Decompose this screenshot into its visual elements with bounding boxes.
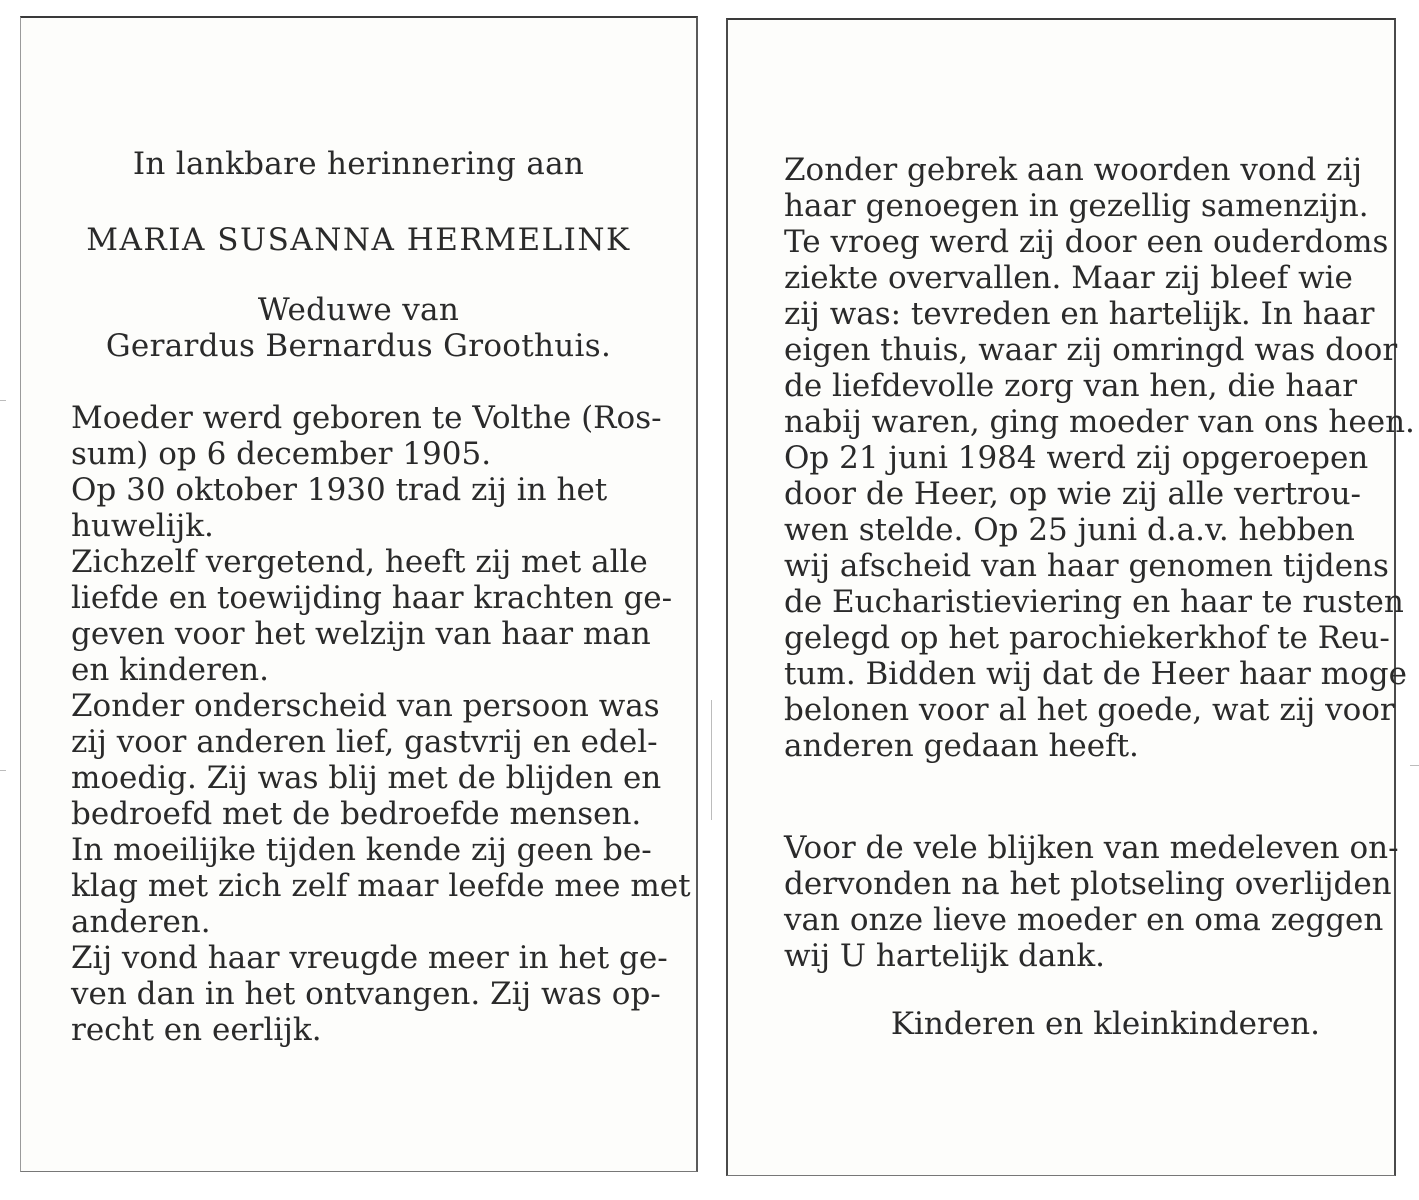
body-line: gelegd op het parochiekerkhof te Reu- (784, 620, 1390, 656)
body-line: Op 21 juni 1984 werd zij opgeroepen (784, 440, 1369, 476)
body-line: tum. Bidden wij dat de Heer haar moge (784, 656, 1407, 692)
body-line: Zonder gebrek aan woorden vond zij (784, 152, 1363, 188)
body-line: zij voor anderen lief, gastvrij en edel- (71, 724, 658, 760)
body-line: recht en eerlijk. (71, 1012, 322, 1048)
body-line: nabij waren, ging moeder van ons heen. (784, 404, 1415, 440)
body-line: Zij vond haar vreugde meer in het ge- (71, 940, 668, 976)
body-line: wij afscheid van haar genomen tijdens (784, 548, 1389, 584)
body-line: zij was: tevreden en hartelijk. In haar (784, 296, 1375, 332)
body-line: ven dan in het ontvangen. Zij was op- (71, 976, 661, 1012)
scan-mark-left (0, 400, 6, 401)
body-line: Op 30 oktober 1930 trad zij in het (71, 472, 608, 508)
body-line: bedroefd met de bedroefde mensen. (71, 796, 642, 832)
body-line: Zonder onderscheid van persoon was (71, 688, 660, 724)
right-page (726, 18, 1415, 1176)
thanks-line: wij U hartelijk dank. (784, 938, 1105, 974)
body-line: huwelijk. (71, 508, 214, 544)
body-line: wen stelde. Op 25 juni d.a.v. hebben (784, 512, 1355, 548)
body-line: Zichzelf vergetend, heeft zij met alle (71, 544, 648, 580)
body-line: door de Heer, op wie zij alle vertrou- (784, 476, 1362, 512)
deceased-name: MARIA SUSANNA HERMELINK (86, 222, 631, 258)
thanks-line: Voor de vele blijken van medeleven on- (784, 830, 1399, 866)
body-line: belonen voor al het goede, wat zij voor (784, 692, 1395, 728)
body-line: geven voor het welzijn van haar man (71, 616, 651, 652)
signature-line: Kinderen en kleinkinderen. (890, 1006, 1320, 1042)
dedication-line: In lankbare herinnering aan (132, 146, 585, 182)
scan-mark-gutter (711, 700, 712, 820)
thanks-line: dervonden na het plotseling overlijden (784, 866, 1392, 902)
body-line: anderen gedaan heeft. (784, 728, 1139, 764)
scan-mark-left-2 (0, 770, 6, 771)
body-line: anderen. (71, 904, 211, 940)
thanks-line: van onze lieve moeder en oma zeggen (784, 902, 1384, 938)
body-line: liefde en toewijding haar krachten ge- (71, 580, 673, 616)
body-line: sum) op 6 december 1905. (71, 436, 492, 472)
widow-label: Weduwe van (257, 292, 460, 328)
body-line: en kinderen. (71, 652, 270, 688)
body-line: Moeder werd geboren te Volthe (Ros- (71, 400, 662, 436)
body-line: eigen thuis, waar zij omringd was door (784, 332, 1398, 368)
body-line: de liefdevolle zorg van hen, die haar (784, 368, 1358, 404)
body-line: haar genoegen in gezellig samenzijn. (784, 188, 1369, 224)
body-line: Te vroeg werd zij door een ouderdoms (784, 224, 1389, 260)
body-line: moedig. Zij was blij met de blijden en (71, 760, 662, 796)
body-line: ziekte overvallen. Maar zij bleef wie (784, 260, 1353, 296)
scan-mark-right (1410, 765, 1419, 766)
body-line: de Eucharistieviering en haar te rusten (784, 584, 1404, 620)
left-page (20, 16, 698, 1172)
body-line: klag met zich zelf maar leefde mee met (71, 868, 691, 904)
body-line: In moeilijke tijden kende zij geen be- (71, 832, 652, 868)
spouse-name: Gerardus Bernardus Groothuis. (105, 328, 612, 364)
